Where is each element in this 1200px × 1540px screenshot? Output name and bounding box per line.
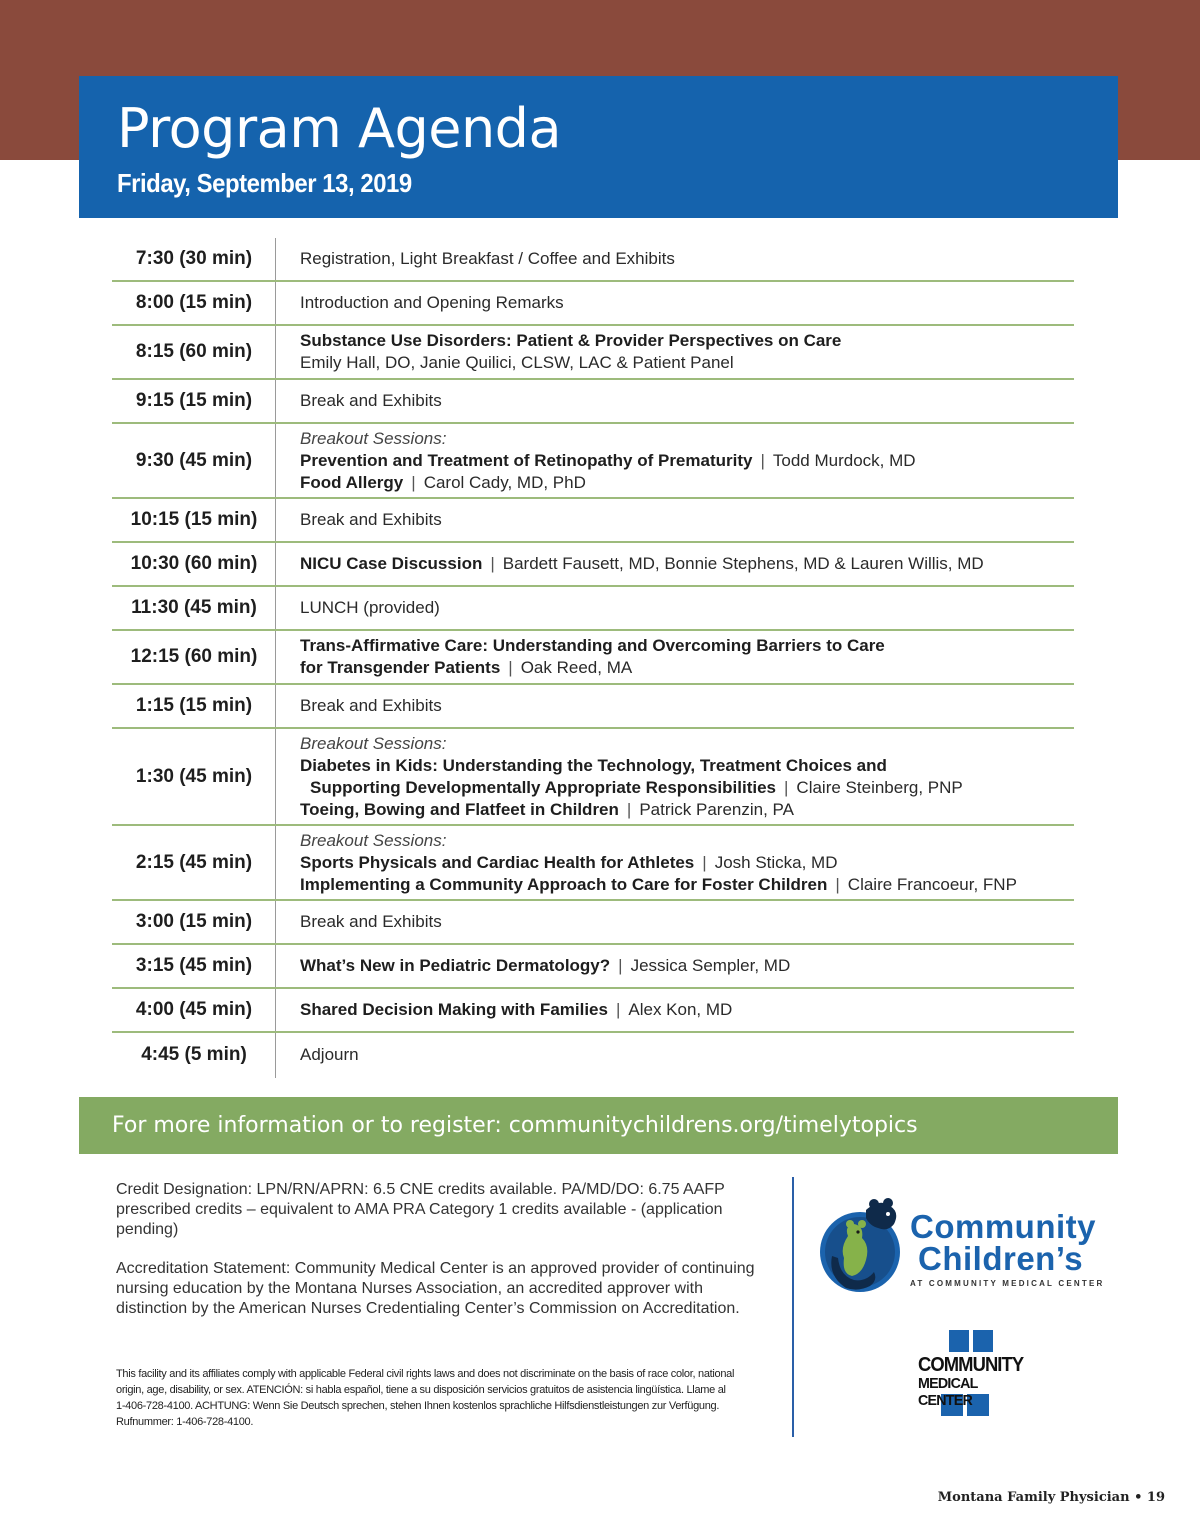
agenda-description (276, 428, 1074, 494)
agenda-row (112, 729, 1074, 826)
agenda-time: 3:15 (45 min) (135, 955, 253, 976)
session-text: Break and Exhibits (300, 912, 442, 931)
session-title: Implementing a Community Approach to Care for Foster Children (300, 874, 828, 894)
session-speaker: Carol Cady, MD, PhD (423, 472, 586, 492)
agenda-row (112, 901, 1074, 945)
agenda-row (112, 685, 1074, 729)
vertical-divider (792, 1177, 794, 1437)
logo-text-line2: MEDICAL CENTER (918, 1375, 978, 1409)
session-speaker: Claire Steinberg, PNP (796, 777, 963, 797)
separator: | (490, 554, 495, 573)
agenda-row (112, 945, 1074, 989)
bear-icon (818, 1196, 908, 1296)
separator: | (615, 1000, 621, 1019)
agenda-time: 1:30 (45 min) (135, 765, 253, 787)
session-speaker: Jessica Sempler, MD (630, 956, 791, 975)
agenda-description (276, 390, 1074, 412)
agenda-time: 12:15 (60 min) (130, 646, 258, 667)
session-title: Prevention and Treatment of Retinopathy of Prematurity (300, 450, 753, 470)
agenda-time: 10:30 (60 min) (130, 553, 258, 574)
breakout-label: Breakout Sessions: (300, 428, 447, 448)
registration-link-text[interactable]: For more information or to register: communitychildrens.org/timelytopics (112, 1113, 918, 1138)
session-text: Introduction and Opening Remarks (300, 293, 564, 312)
session-title: Sports Physicals and Cardiac Health for Athletes (300, 852, 695, 872)
separator: | (835, 874, 840, 894)
agenda-row (112, 587, 1074, 631)
session-title: What’s New in Pediatric Dermatology? (300, 956, 611, 975)
agenda-row (112, 989, 1074, 1033)
separator: | (784, 777, 789, 797)
session-title-cont: for Transgender Patients (300, 658, 501, 677)
session-title: Food Allergy (300, 472, 404, 492)
agenda-description (276, 999, 1074, 1021)
agenda-time: 3:00 (15 min) (135, 911, 253, 932)
accreditation-statement: Accreditation Statement: Community Medical Center is an approved provider of continuing nursing education by the Montana Nurses Association, an accredited approver with distinction by the American Nurses Credentialing Center’s Commission on Accreditation. (116, 1260, 755, 1317)
breakout-label: Breakout Sessions: (300, 733, 447, 753)
community-medical-center-logo (915, 1330, 1025, 1420)
logo-tagline: AT COMMUNITY MEDICAL CENTER (910, 1279, 1105, 1288)
separator: | (508, 658, 513, 677)
agenda-time: 8:15 (60 min) (135, 341, 253, 362)
session-text: LUNCH (provided) (300, 598, 440, 617)
agenda-row (112, 238, 1074, 282)
agenda-row (112, 631, 1074, 685)
agenda-row (112, 282, 1074, 326)
session-speaker: Patrick Parenzin, PA (639, 799, 794, 819)
session-speaker: Oak Reed, MA (520, 658, 633, 677)
agenda-description (276, 553, 1074, 575)
session-speaker: Alex Kon, MD (628, 1000, 733, 1019)
agenda-description (276, 955, 1074, 977)
session-title-cont: Supporting Developmentally Appropriate Responsibilities (310, 777, 776, 797)
logo-text-line1: Community (910, 1208, 1096, 1245)
agenda-description (276, 695, 1074, 717)
session-speaker: Claire Francoeur, FNP (847, 874, 1017, 894)
session-text: Registration, Light Breakfast / Coffee and Exhibits (300, 249, 675, 268)
agenda-time: 2:15 (45 min) (135, 851, 253, 873)
logo-text-line1: COMMUNITY (918, 1354, 1024, 1376)
agenda-row (112, 826, 1074, 901)
session-speaker: Josh Sticka, MD (714, 852, 838, 872)
separator: | (702, 852, 707, 872)
nondiscrimination-notice: This facility and its affiliates comply with applicable Federal civil rights laws and does not discriminate on the basis of race color, national origin, age, disability, or sex. ATENCIÓN: si habla español, tiene a su disposición servicios gratuitos de asistencia lingüística. Llame al 1-406-728-4100. ACHTUNG: Wenn Sie Deutsch sprechen, stehen Ihnen kostenlos sprachliche Hilfsdienstleistungen zur Verfügung. Rufnummer: 1-406-728-4100. (116, 1368, 735, 1428)
agenda-time: 1:15 (15 min) (135, 695, 253, 716)
session-speaker: Bardett Fausett, MD, Bonnie Stephens, MD & Lauren Willis, MD (502, 554, 984, 573)
agenda-description (276, 733, 1074, 821)
agenda-description (276, 830, 1074, 896)
session-speakers: Emily Hall, DO, Janie Quilici, CLSW, LAC & Patient Panel (300, 353, 734, 372)
agenda-time: 7:30 (30 min) (135, 248, 253, 269)
agenda-description (276, 911, 1074, 933)
agenda-table (112, 238, 1074, 1077)
separator: | (626, 799, 632, 819)
session-title: Toeing, Bowing and Flatfeet in Children (300, 799, 619, 819)
page-footer: Montana Family Physician • 19 (937, 1490, 1165, 1505)
separator: | (618, 956, 623, 975)
community-childrens-logo (818, 1196, 1108, 1296)
separator: | (760, 450, 765, 470)
agenda-row (112, 499, 1074, 543)
agenda-row (112, 380, 1074, 424)
session-title: Diabetes in Kids: Understanding the Technology, Treatment Choices and (300, 755, 887, 775)
agenda-description (276, 330, 1074, 374)
agenda-time: 8:00 (15 min) (135, 292, 253, 313)
agenda-time: 4:00 (45 min) (135, 999, 253, 1020)
agenda-row (112, 326, 1074, 380)
session-title: Substance Use Disorders: Patient & Provider Perspectives on Care (300, 331, 842, 350)
session-text: Break and Exhibits (300, 696, 442, 715)
session-title: Trans-Affirmative Care: Understanding and Overcoming Barriers to Care (300, 636, 885, 655)
session-title: NICU Case Discussion (300, 554, 483, 573)
session-title: Shared Decision Making with Families (300, 1000, 608, 1019)
credit-designation: Credit Designation: LPN/RN/APRN: 6.5 CNE credits available. PA/MD/DO: 6.75 AAFP prescribed credits – equivalent to AMA PRA Category 1 credits available - (application pending) (116, 1181, 725, 1238)
agenda-description (276, 248, 1074, 270)
session-text: Break and Exhibits (300, 391, 442, 410)
agenda-time: 11:30 (45 min) (131, 597, 257, 618)
agenda-row (112, 1033, 1074, 1077)
agenda-row (112, 424, 1074, 499)
breakout-label: Breakout Sessions: (300, 830, 447, 850)
registration-bar (79, 1097, 1118, 1154)
agenda-time: 9:15 (15 min) (135, 390, 253, 411)
agenda-row (112, 543, 1074, 587)
agenda-description (276, 635, 1074, 679)
session-text: Adjourn (300, 1045, 359, 1064)
agenda-time: 9:30 (45 min) (135, 449, 253, 471)
event-date: Friday, September 13, 2019 (117, 168, 412, 198)
separator: | (411, 472, 416, 492)
agenda-description (276, 1044, 1074, 1066)
agenda-description (276, 509, 1074, 531)
session-text: Break and Exhibits (300, 510, 442, 529)
credit-info (116, 1180, 756, 1338)
page-title: Program Agenda (117, 97, 562, 160)
agenda-time: 4:45 (5 min) (141, 1044, 247, 1065)
agenda-time: 10:15 (15 min) (130, 509, 258, 530)
logo-text-line2: Children’s (918, 1240, 1084, 1277)
session-speaker: Todd Murdock, MD (772, 450, 916, 470)
agenda-description (276, 597, 1074, 619)
agenda-description (276, 292, 1074, 314)
agenda-header (79, 76, 1118, 218)
